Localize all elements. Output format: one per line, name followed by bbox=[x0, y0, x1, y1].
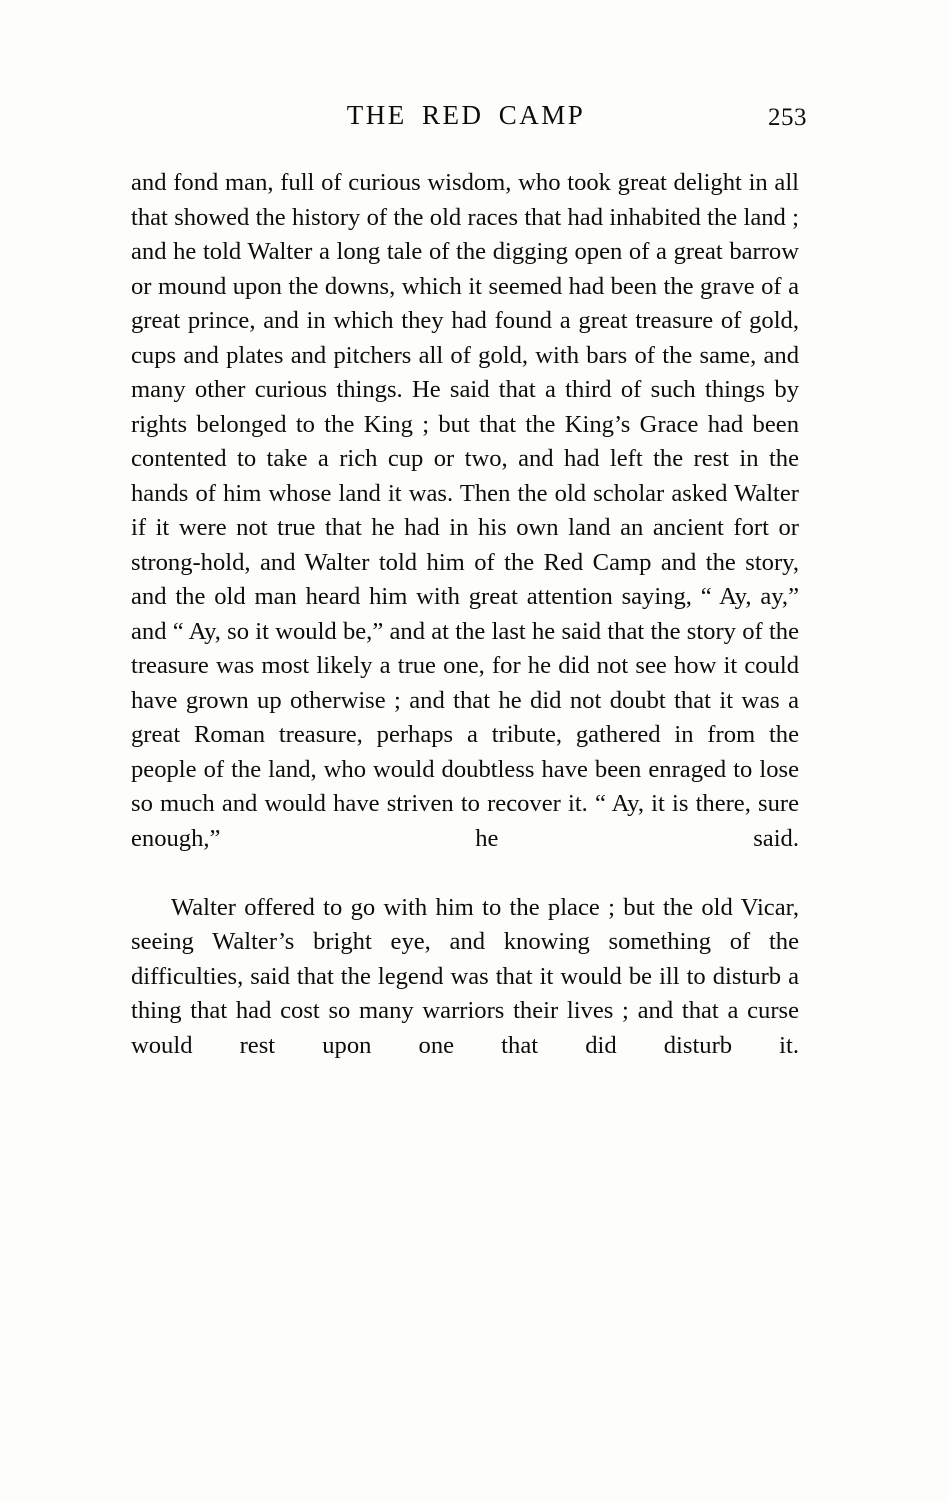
paragraph: and fond man, full of curious wisdom, who took great delight in all that showed the history of the old races that had inhabited the land ; and he told Walter a long tale of the digging open of a great barrow or mound upon the downs, which it seemed had been the grave of a great prince, and in which they had found a great treasure of gold, cups and plates and pitchers all of gold, with bars of the same, and many other curious things. He said that a third of such things by rights belonged to the King ; but that the King’s Grace had been contented to take a rich cup or two, and had left the rest in the hands of him whose land it was. Then the old scholar asked Walter if it were not true that he had in his own land an ancient fort or strong-hold, and Walter told him of the Red Camp and the story, and the old man heard him with great attention saying, “ Ay, ay,” and “ Ay, so it would be,” and at the last he said that the story of the treasure was most likely a true one, for he did not see how it could have grown up otherwise ; and that he did not doubt that it was a great Roman treasure, perhaps a tribute, gathered in from the people of the land, who would doubtless have been enraged to lose so much and would have striven to recover it. “ Ay, it is there, sure enough,” he said. bbox=[131, 169, 799, 852]
page-number: 253 bbox=[768, 104, 807, 131]
page-header bbox=[130, 100, 807, 144]
paragraph: Walter offered to go with him to the place ; but the old Vicar, seeing Walter’s bright eye, and knowing something of the difficulties, said that the legend was that it would be ill to disturb a thing that had cost so many warriors their lives ; and that a curse would rest upon one that did disturb it. bbox=[131, 893, 799, 1059]
running-title: THE RED CAMP bbox=[346, 100, 586, 130]
page-body bbox=[131, 166, 799, 1098]
